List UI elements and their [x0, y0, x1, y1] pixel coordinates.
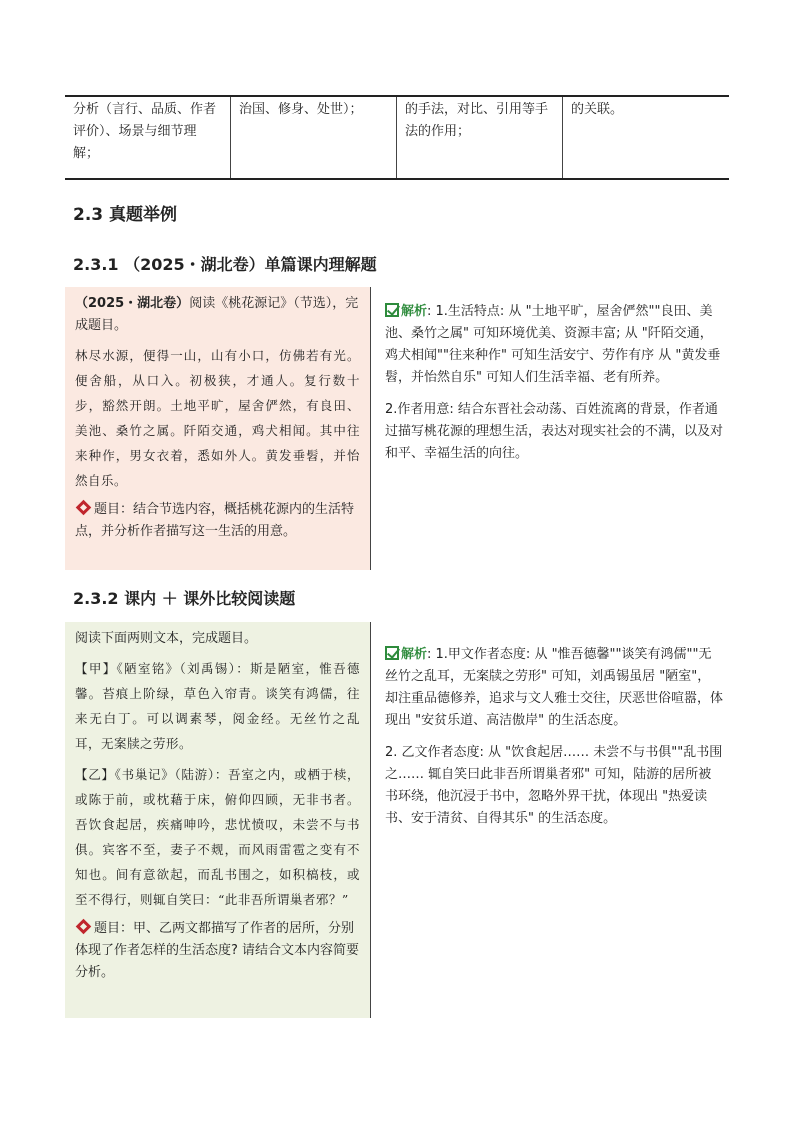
- checkbox-icon: [385, 303, 399, 317]
- analysis-paragraph: 解析: 1.甲文作者态度: 从 "惟吾德馨""谈笑有鸿儒""无丝竹之乱耳，无案牍之劳形" 可知，刘禹锡虽居 "陋室"，却注重品德修养，追求与文人雅士交往，厌恶世俗喧嚣，体现出 "安贫乐道、高洁傲岸" 的生活态度。: [385, 647, 724, 728]
- text-a: 【甲】《陋室铭》（刘禹锡）：斯是陋室，惟吾德馨。苔痕上阶绿，草色入帘青。谈笑有鸿儒，往来无白丁。可以调素琴，阅金经。无丝竹之乱耳，无案牍之劳形。: [75, 661, 360, 751]
- checkbox-icon: [385, 646, 399, 660]
- analysis-panel: [371, 287, 729, 570]
- lead-text: 阅读《桃花源记》（节选），完成题目。: [75, 296, 359, 333]
- table-cell: 分析（言行、品质、作者评价）、场景与细节理解；: [65, 97, 231, 178]
- table-cell: 治国、修身、处世）；: [231, 97, 397, 178]
- table-cell: 的手法，对比、引用等手法的作用；: [397, 97, 563, 178]
- diamond-icon: [76, 500, 92, 516]
- classical-text: 林尽水源，便得一山，山有小口，仿佛若有光。便舍船，从口入。初极狭，才通人。复行数十步，豁然开朗。土地平旷，屋舍俨然，有良田、美池、桑竹之属。阡陌交通，鸡犬相闻。其中往来种作，男女衣着，悉如外人。黄发垂髫，并怡然自乐。: [75, 348, 360, 488]
- question-panel: [65, 622, 371, 1018]
- question-lead: [75, 293, 360, 337]
- analysis-paragraph: 2.作者用意: 结合东晋社会动荡、百姓流离的背景，作者通过描写桃花源的理想生活，表达对现实社会的不满，以及对和平、幸福生活的向往。: [385, 402, 724, 461]
- example-block-2: [65, 622, 729, 1018]
- table-cell: 的关联。: [571, 102, 624, 117]
- section-heading: 2.3 真题举例: [73, 205, 178, 225]
- criteria-table: [65, 95, 729, 180]
- analysis-panel: [371, 622, 729, 1018]
- question-text: 题目：结合节选内容，概括桃花源内的生活特点，并分析作者描写这一生活的用意。: [75, 499, 360, 543]
- analysis-paragraph: 2. 乙文作者态度: 从 "饮食起居…… 未尝不与书俱""乱书围之…… 辄自笑曰此非吾所谓巢者邪" 可知，陆游的居所被书环绕，他沉浸于书中，忽略外界干扰，体现出 "热爱读书、安于清贫、自得其乐" 的生活态度。: [385, 745, 723, 826]
- subsection-heading-2: 2.3.2 课内 ＋ 课外比较阅读题: [73, 589, 296, 608]
- example-block-1: [65, 287, 729, 570]
- question-lead: 阅读下面两则文本，完成题目。: [75, 631, 258, 646]
- subsection-heading-1: 2.3.1 （2025・湖北卷）单篇课内理解题: [73, 255, 377, 274]
- source-tag: （2025・湖北卷）: [75, 296, 190, 311]
- question-panel: [65, 287, 371, 570]
- analysis-paragraph: 解析: 1.生活特点: 从 "土地平旷，屋舍俨然""良田、美池、桑竹之属" 可知环境优美、资源丰富; 从 "阡陌交通，鸡犬相闻""往来种作" 可知生活安宁、劳作有序 从 "黄发垂髫，并怡然自乐" 可知人们生活幸福、老有所养。: [385, 304, 721, 385]
- diamond-icon: [76, 919, 92, 935]
- question-text: 题目：甲、乙两文都描写了作者的居所，分别体现了作者怎样的生活态度? 请结合文本内容简要分析。: [75, 918, 360, 984]
- text-b: 【乙】《书巢记》（陆游）：吾室之内，或栖于椟，或陈于前，或枕藉于床，俯仰四顾，无非书者。吾饮食起居，疾痛呻吟，悲忧愤叹，未尝不与书俱。宾客不至，妻子不觌，而风雨雷雹之变有不知也。间有意欲起，而乱书围之，如积槁枝，或至不得行，则辄自笑曰：“此非吾所谓巢者邪？”: [75, 767, 360, 907]
